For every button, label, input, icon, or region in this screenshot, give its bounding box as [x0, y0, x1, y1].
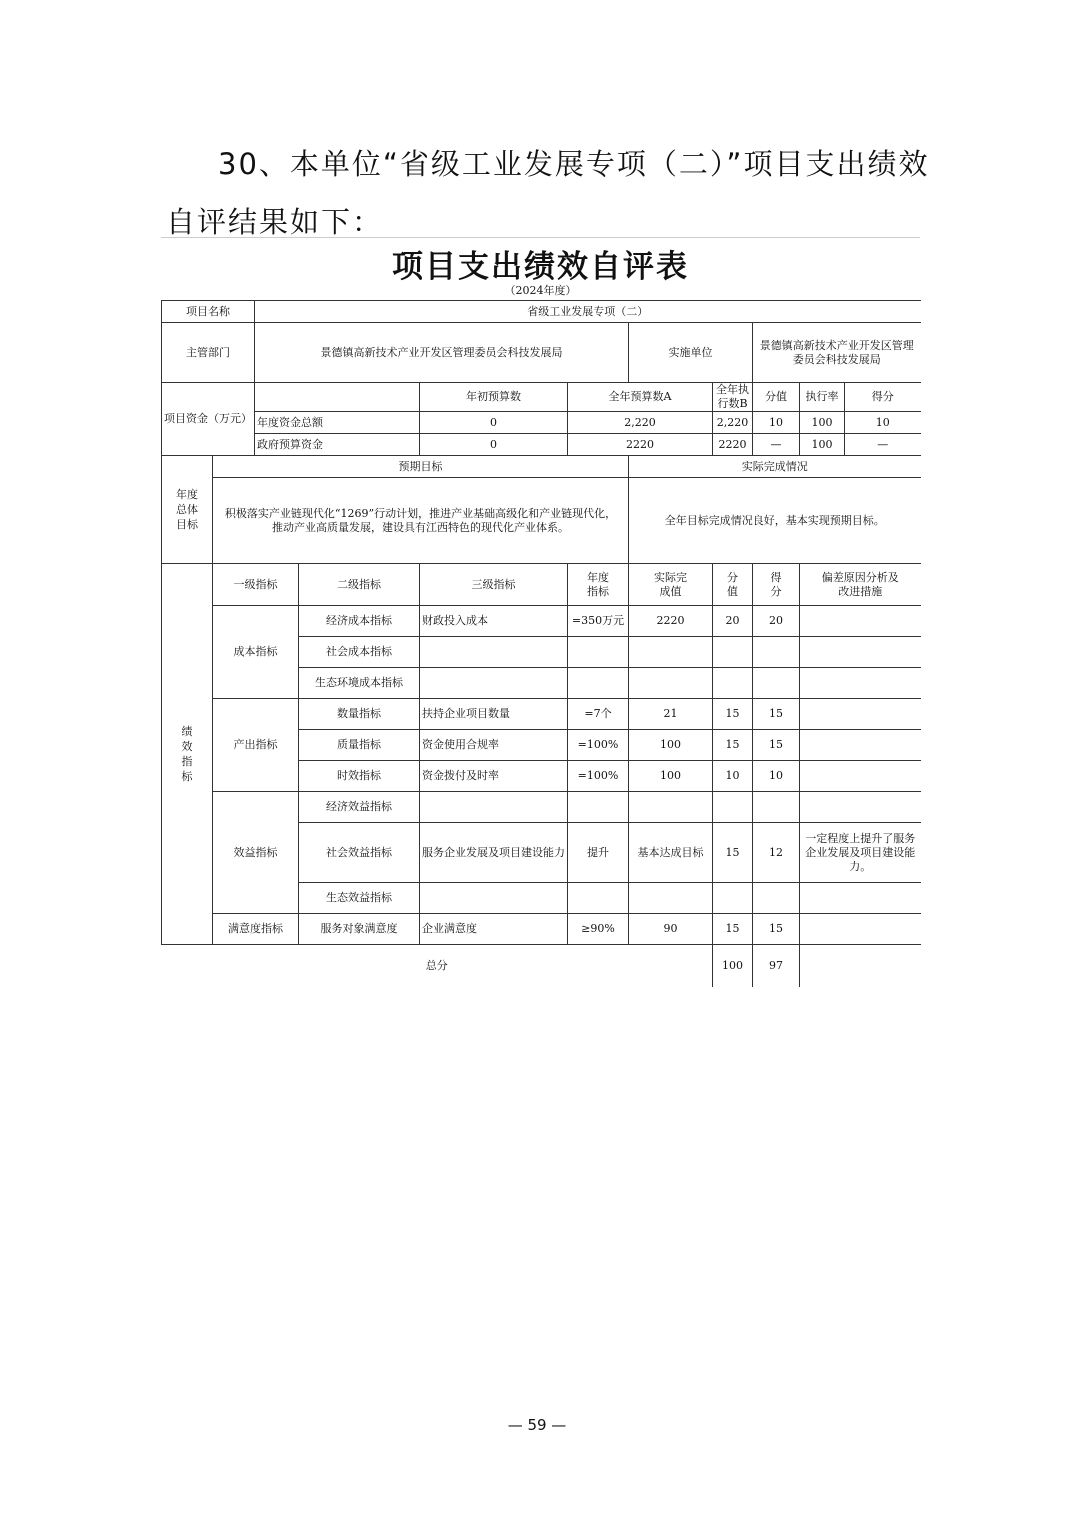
perf-l3: 财政投入成本	[420, 606, 568, 637]
perf-l2: 经济成本指标	[299, 606, 420, 637]
perf-l3	[420, 637, 568, 668]
dept-value: 景德镇高新技术产业开发区管理委员会科技发展局	[255, 323, 629, 383]
perf-got	[753, 883, 800, 914]
perf-l3	[420, 668, 568, 699]
intro-line-1: 30、本单位“省级工业发展专项（二）”项目支出绩效	[218, 147, 930, 181]
perf-got: 20	[753, 606, 800, 637]
funds-row-name: 政府预算资金	[255, 434, 420, 456]
funds-label: 项目资金（万元）	[162, 383, 255, 456]
perf-l2: 时效指标	[299, 761, 420, 792]
perf-actual: 21	[629, 699, 713, 730]
funds-cell: 10	[845, 412, 921, 434]
perf-l3: 企业满意度	[420, 914, 568, 945]
perf-got: 12	[753, 823, 800, 883]
funds-header: 分值	[753, 383, 800, 412]
perf-note	[800, 668, 921, 699]
perf-l3	[420, 792, 568, 823]
page-number: — 59 —	[507, 1416, 567, 1434]
perf-got	[753, 792, 800, 823]
perf-note	[800, 761, 921, 792]
funds-cell: 2220	[568, 434, 713, 456]
perf-score: 15	[713, 914, 753, 945]
funds-cell: 100	[800, 412, 845, 434]
perf-header: 实际完成值	[629, 564, 713, 606]
perf-actual	[629, 668, 713, 699]
impl-label: 实施单位	[629, 323, 753, 383]
perf-l3: 服务企业发展及项目建设能力	[420, 823, 568, 883]
perf-header: 偏差原因分析及改进措施	[800, 564, 921, 606]
perf-target: 提升	[568, 823, 629, 883]
perf-actual	[629, 637, 713, 668]
perf-target: =100%	[568, 730, 629, 761]
funds-cell: 2,220	[713, 412, 753, 434]
perf-l2: 生态效益指标	[299, 883, 420, 914]
group-benefit: 效益指标	[213, 792, 299, 914]
perf-target	[568, 637, 629, 668]
group-cost: 成本指标	[213, 606, 299, 699]
perf-score: 10	[713, 761, 753, 792]
goals-expected-label: 预期目标	[213, 456, 629, 478]
perf-got: 10	[753, 761, 800, 792]
funds-cell: 0	[420, 412, 568, 434]
perf-l2: 生态环境成本指标	[299, 668, 420, 699]
perf-actual	[629, 883, 713, 914]
perf-score: 15	[713, 730, 753, 761]
perf-l2: 社会效益指标	[299, 823, 420, 883]
perf-l3: 资金使用合规率	[420, 730, 568, 761]
funds-cell: 100	[800, 434, 845, 456]
perf-target: =100%	[568, 761, 629, 792]
form-title: 项目支出绩效自评表	[392, 249, 689, 285]
funds-row-name: 年度资金总额	[255, 412, 420, 434]
group-output: 产出指标	[213, 699, 299, 792]
perf-target: =7个	[568, 699, 629, 730]
perf-actual: 100	[629, 730, 713, 761]
perf-note	[800, 792, 921, 823]
performance-table	[161, 300, 921, 987]
perf-got: 15	[753, 699, 800, 730]
perf-score	[713, 792, 753, 823]
impl-value: 景德镇高新技术产业开发区管理委员会科技发展局	[753, 323, 921, 383]
funds-cell: —	[845, 434, 921, 456]
funds-cell: 0	[420, 434, 568, 456]
perf-target	[568, 668, 629, 699]
perf-header: 分值	[713, 564, 753, 606]
total-score: 100	[713, 945, 753, 987]
perf-note	[800, 637, 921, 668]
perf-header: 一级指标	[213, 564, 299, 606]
perf-score: 20	[713, 606, 753, 637]
form-year: （2024年度）	[504, 284, 577, 297]
funds-header: 全年执行数B	[713, 383, 753, 412]
perf-score	[713, 637, 753, 668]
perf-got	[753, 637, 800, 668]
perf-l2: 数量指标	[299, 699, 420, 730]
perf-target: ≥90%	[568, 914, 629, 945]
dept-label: 主管部门	[162, 323, 255, 383]
funds-cell: 2220	[713, 434, 753, 456]
perf-got: 15	[753, 730, 800, 761]
perf-l2: 社会成本指标	[299, 637, 420, 668]
perf-note	[800, 699, 921, 730]
goals-expected: 积极落实产业链现代化“1269”行动计划，推进产业基础高级化和产业链现代化，推动产业高质量发展，建设具有江西特色的现代化产业体系。	[213, 478, 629, 564]
perf-note	[800, 883, 921, 914]
funds-cell: —	[753, 434, 800, 456]
perf-note: 一定程度上提升了服务企业发展及项目建设能力。	[800, 823, 921, 883]
total-got: 97	[753, 945, 800, 987]
perf-score: 15	[713, 823, 753, 883]
funds-cell: 10	[753, 412, 800, 434]
perf-score	[713, 668, 753, 699]
goals-actual: 全年目标完成情况良好，基本实现预期目标。	[629, 478, 921, 564]
perf-actual	[629, 792, 713, 823]
goals-actual-label: 实际完成情况	[629, 456, 921, 478]
funds-header: 年初预算数	[420, 383, 568, 412]
funds-header: 全年预算数A	[568, 383, 713, 412]
project-name-label: 项目名称	[162, 301, 255, 323]
perf-score: 15	[713, 699, 753, 730]
perf-actual: 90	[629, 914, 713, 945]
perf-header: 得分	[753, 564, 800, 606]
perf-l2: 经济效益指标	[299, 792, 420, 823]
perf-header: 二级指标	[299, 564, 420, 606]
intro-line-2: 自评结果如下：	[166, 205, 384, 239]
perf-l2: 质量指标	[299, 730, 420, 761]
group-satisfaction: 满意度指标	[213, 914, 299, 945]
perf-header: 年度指标	[568, 564, 629, 606]
perf-l3: 扶持企业项目数量	[420, 699, 568, 730]
perf-l2: 服务对象满意度	[299, 914, 420, 945]
goals-label: 年度总体目标	[162, 456, 213, 564]
perf-score	[713, 883, 753, 914]
perf-note	[800, 730, 921, 761]
perf-actual: 基本达成目标	[629, 823, 713, 883]
funds-header: 得分	[845, 383, 921, 412]
funds-cell: 2,220	[568, 412, 713, 434]
project-name: 省级工业发展专项（二）	[255, 301, 921, 323]
perf-got: 15	[753, 914, 800, 945]
perf-header: 三级指标	[420, 564, 568, 606]
perf-got	[753, 668, 800, 699]
perf-actual: 2220	[629, 606, 713, 637]
perf-note	[800, 914, 921, 945]
perf-l3	[420, 883, 568, 914]
total-label: 总分	[162, 945, 713, 987]
perf-label: 绩效指标	[162, 564, 213, 945]
funds-header: 执行率	[800, 383, 845, 412]
perf-target	[568, 792, 629, 823]
perf-target	[568, 883, 629, 914]
perf-target: =350万元	[568, 606, 629, 637]
perf-l3: 资金拨付及时率	[420, 761, 568, 792]
perf-note	[800, 606, 921, 637]
perf-actual: 100	[629, 761, 713, 792]
